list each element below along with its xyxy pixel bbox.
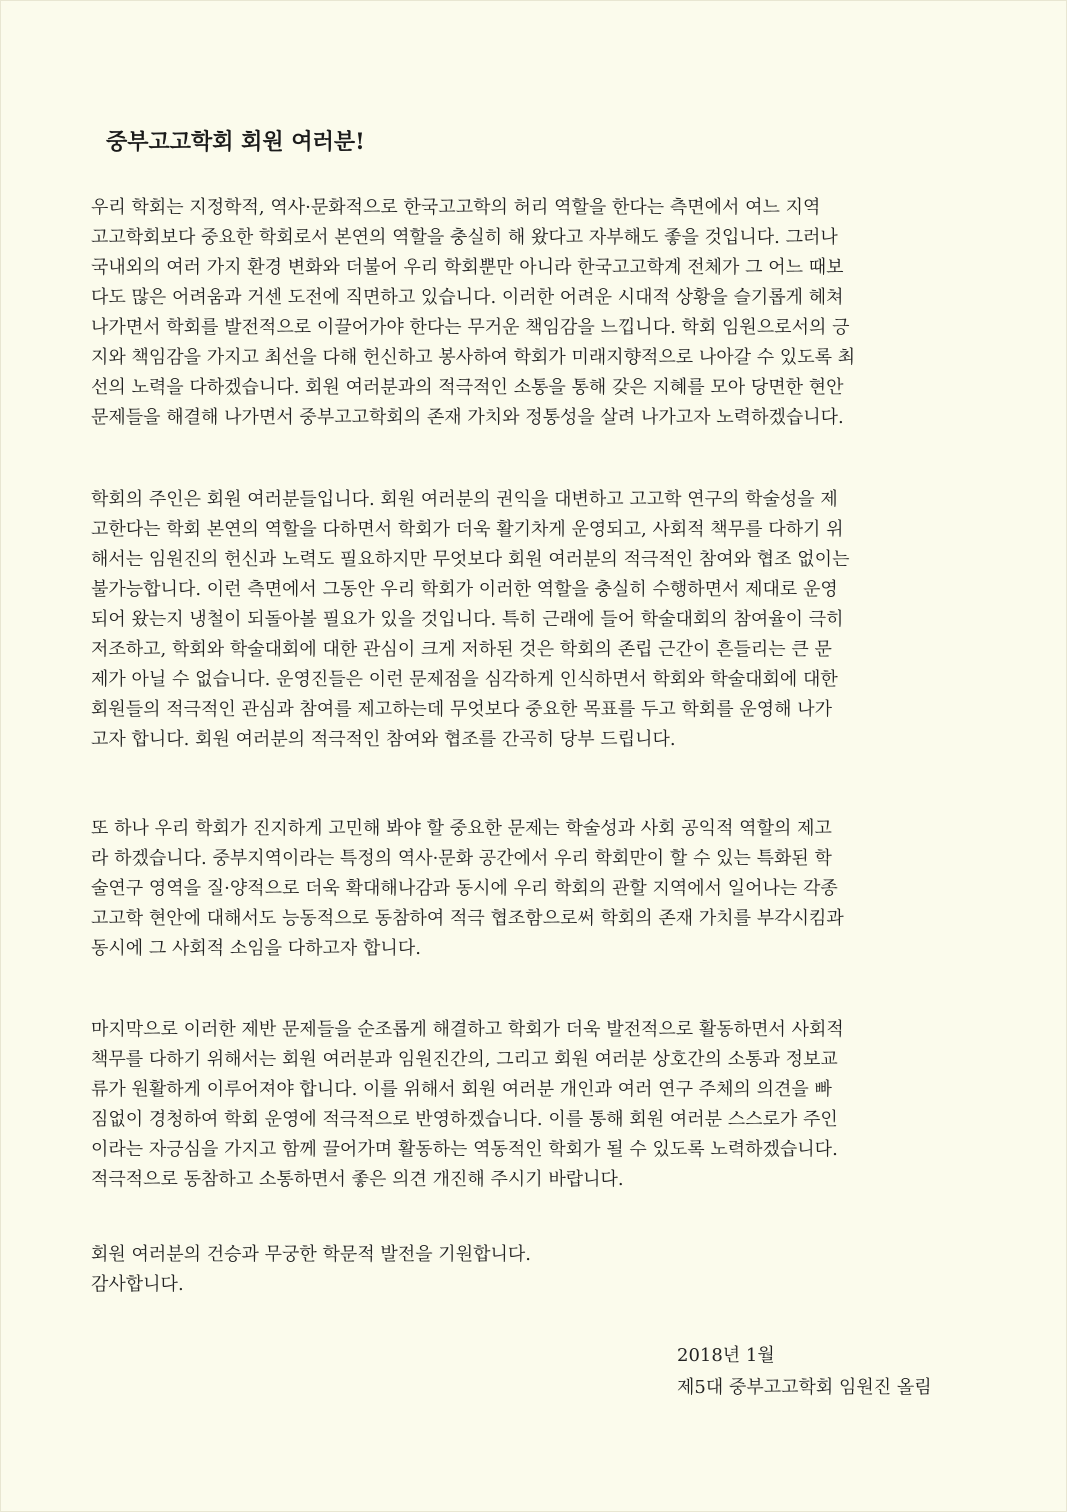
paragraph-line: 선의 노력을 다하겠습니다. 회원 여러분과의 적극적인 소통을 통해 갖은 지혜를 모아 당면한 현안: [91, 377, 844, 398]
letter-signature: 제5대 중부고고학회 임원진 올림: [677, 1377, 932, 1398]
paragraph-3: [91, 814, 971, 964]
paragraph-line: 나가면서 학회를 발전적으로 이끌어가야 한다는 무거운 책임감을 느낍니다. 학회 임원으로서의 긍: [91, 317, 850, 338]
paragraph-line: 짐없이 경청하여 학회 운영에 적극적으로 반영하겠습니다. 이를 통해 회원 여러분 스스로가 주인: [91, 1109, 838, 1130]
paragraph-line: 불가능합니다. 이런 측면에서 그동안 우리 학회가 이러한 역할을 충실히 수행하면서 제대로 운영: [91, 579, 838, 600]
paragraph-line: 동시에 그 사회적 소임을 다하고자 합니다.: [91, 938, 421, 959]
paragraph-line: 책무를 다하기 위해서는 회원 여러분과 임원진간의, 그리고 회원 여러분 상호간의 소통과 정보교: [91, 1049, 838, 1070]
paragraph-2: [91, 485, 971, 755]
paragraph-line: 마지막으로 이러한 제반 문제들을 순조롭게 해결하고 학회가 더욱 발전적으로 활동하면서 사회적: [91, 1019, 844, 1040]
paragraph-line: 다도 많은 어려움과 거센 도전에 직면하고 있습니다. 이러한 어려운 시대적 상황을 슬기롭게 헤쳐: [91, 287, 844, 308]
letter-date: 2018년 1월: [677, 1345, 775, 1366]
paragraph-line: 저조하고, 학회와 학술대회에 대한 관심이 크게 저하된 것은 학회의 존립 근간이 흔들리는 큰 문: [91, 639, 832, 660]
paragraph-line: 고한다는 학회 본연의 역할을 다하면서 학회가 더욱 활기차게 운영되고, 사회적 책무를 다하기 위: [91, 519, 844, 540]
paragraph-1: [91, 193, 971, 433]
paragraph-line: 고고학 현안에 대해서도 능동적으로 동참하여 적극 협조함으로써 학회의 존재 가치를 부각시킴과: [91, 908, 844, 929]
paragraph-line: 국내외의 여러 가지 환경 변화와 더불어 우리 학회뿐만 아니라 한국고고학계 전체가 그 어느 때보: [91, 257, 844, 278]
paragraph-line: 되어 왔는지 냉철이 되돌아볼 필요가 있을 것입니다. 특히 근래에 들어 학술대회의 참여율이 극히: [91, 609, 844, 630]
letter-heading: 중부고고학회 회원 여러분!: [106, 129, 365, 155]
closing-line: 감사합니다.: [91, 1274, 184, 1295]
paragraph-line: 학회의 주인은 회원 여러분들입니다. 회원 여러분의 권익을 대변하고 고고학 연구의 학술성을 제: [91, 489, 838, 510]
paragraph-line: 문제들을 해결해 나가면서 중부고고학회의 존재 가치와 정통성을 살려 나가고자 노력하겠습니다.: [91, 407, 844, 428]
paragraph-line: 우리 학회는 지정학적, 역사·문화적으로 한국고고학의 허리 역할을 한다는 측면에서 여느 지역: [91, 197, 821, 218]
paragraph-line: 지와 책임감을 가지고 최선을 다해 헌신하고 봉사하여 학회가 미래지향적으로 나아갈 수 있도록 최: [91, 347, 856, 368]
paragraph-line: 또 하나 우리 학회가 진지하게 고민해 봐야 할 중요한 문제는 학술성과 사회 공익적 역할의 제고: [91, 818, 832, 839]
paragraph-line: 이라는 자긍심을 가지고 함께 끌어가며 활동하는 역동적인 학회가 될 수 있도록 노력하겠습니다.: [91, 1139, 838, 1160]
paragraph-line: 해서는 임원진의 헌신과 노력도 필요하지만 무엇보다 회원 여러분의 적극적인 참여와 협조 없이는: [91, 549, 850, 570]
paragraph-line: 류가 원활하게 이루어져야 합니다. 이를 위해서 회원 여러분 개인과 여러 연구 주체의 의견을 빠: [91, 1079, 832, 1100]
paragraph-line: 고자 합니다. 회원 여러분의 적극적인 참여와 협조를 간곡히 당부 드립니다.: [91, 729, 676, 750]
paragraph-line: 술연구 영역을 질·양적으로 더욱 확대해나감과 동시에 우리 학회의 관할 지역에서 일어나는 각종: [91, 878, 838, 899]
paragraph-line: 라 하겠습니다. 중부지역이라는 특정의 역사·문화 공간에서 우리 학회만이 할 수 있는 특화된 학: [91, 848, 832, 869]
signature-block: [677, 1340, 932, 1404]
closing: [91, 1240, 971, 1300]
paragraph-line: 제가 아닐 수 없습니다. 운영진들은 이런 문제점을 심각하게 인식하면서 학회와 학술대회에 대한: [91, 669, 838, 690]
paragraph-line: 회원들의 적극적인 관심과 참여를 제고하는데 무엇보다 중요한 목표를 두고 학회를 운영해 나가: [91, 699, 833, 720]
closing-line: 회원 여러분의 건승과 무궁한 학문적 발전을 기원합니다.: [91, 1244, 531, 1265]
paragraph-line: 고고학회보다 중요한 학회로서 본연의 역할을 충실히 해 왔다고 자부해도 좋을 것입니다. 그러나: [91, 227, 838, 248]
paragraph-4: [91, 1015, 971, 1195]
paragraph-line: 적극적으로 동참하고 소통하면서 좋은 의견 개진해 주시기 바랍니다.: [91, 1169, 624, 1190]
